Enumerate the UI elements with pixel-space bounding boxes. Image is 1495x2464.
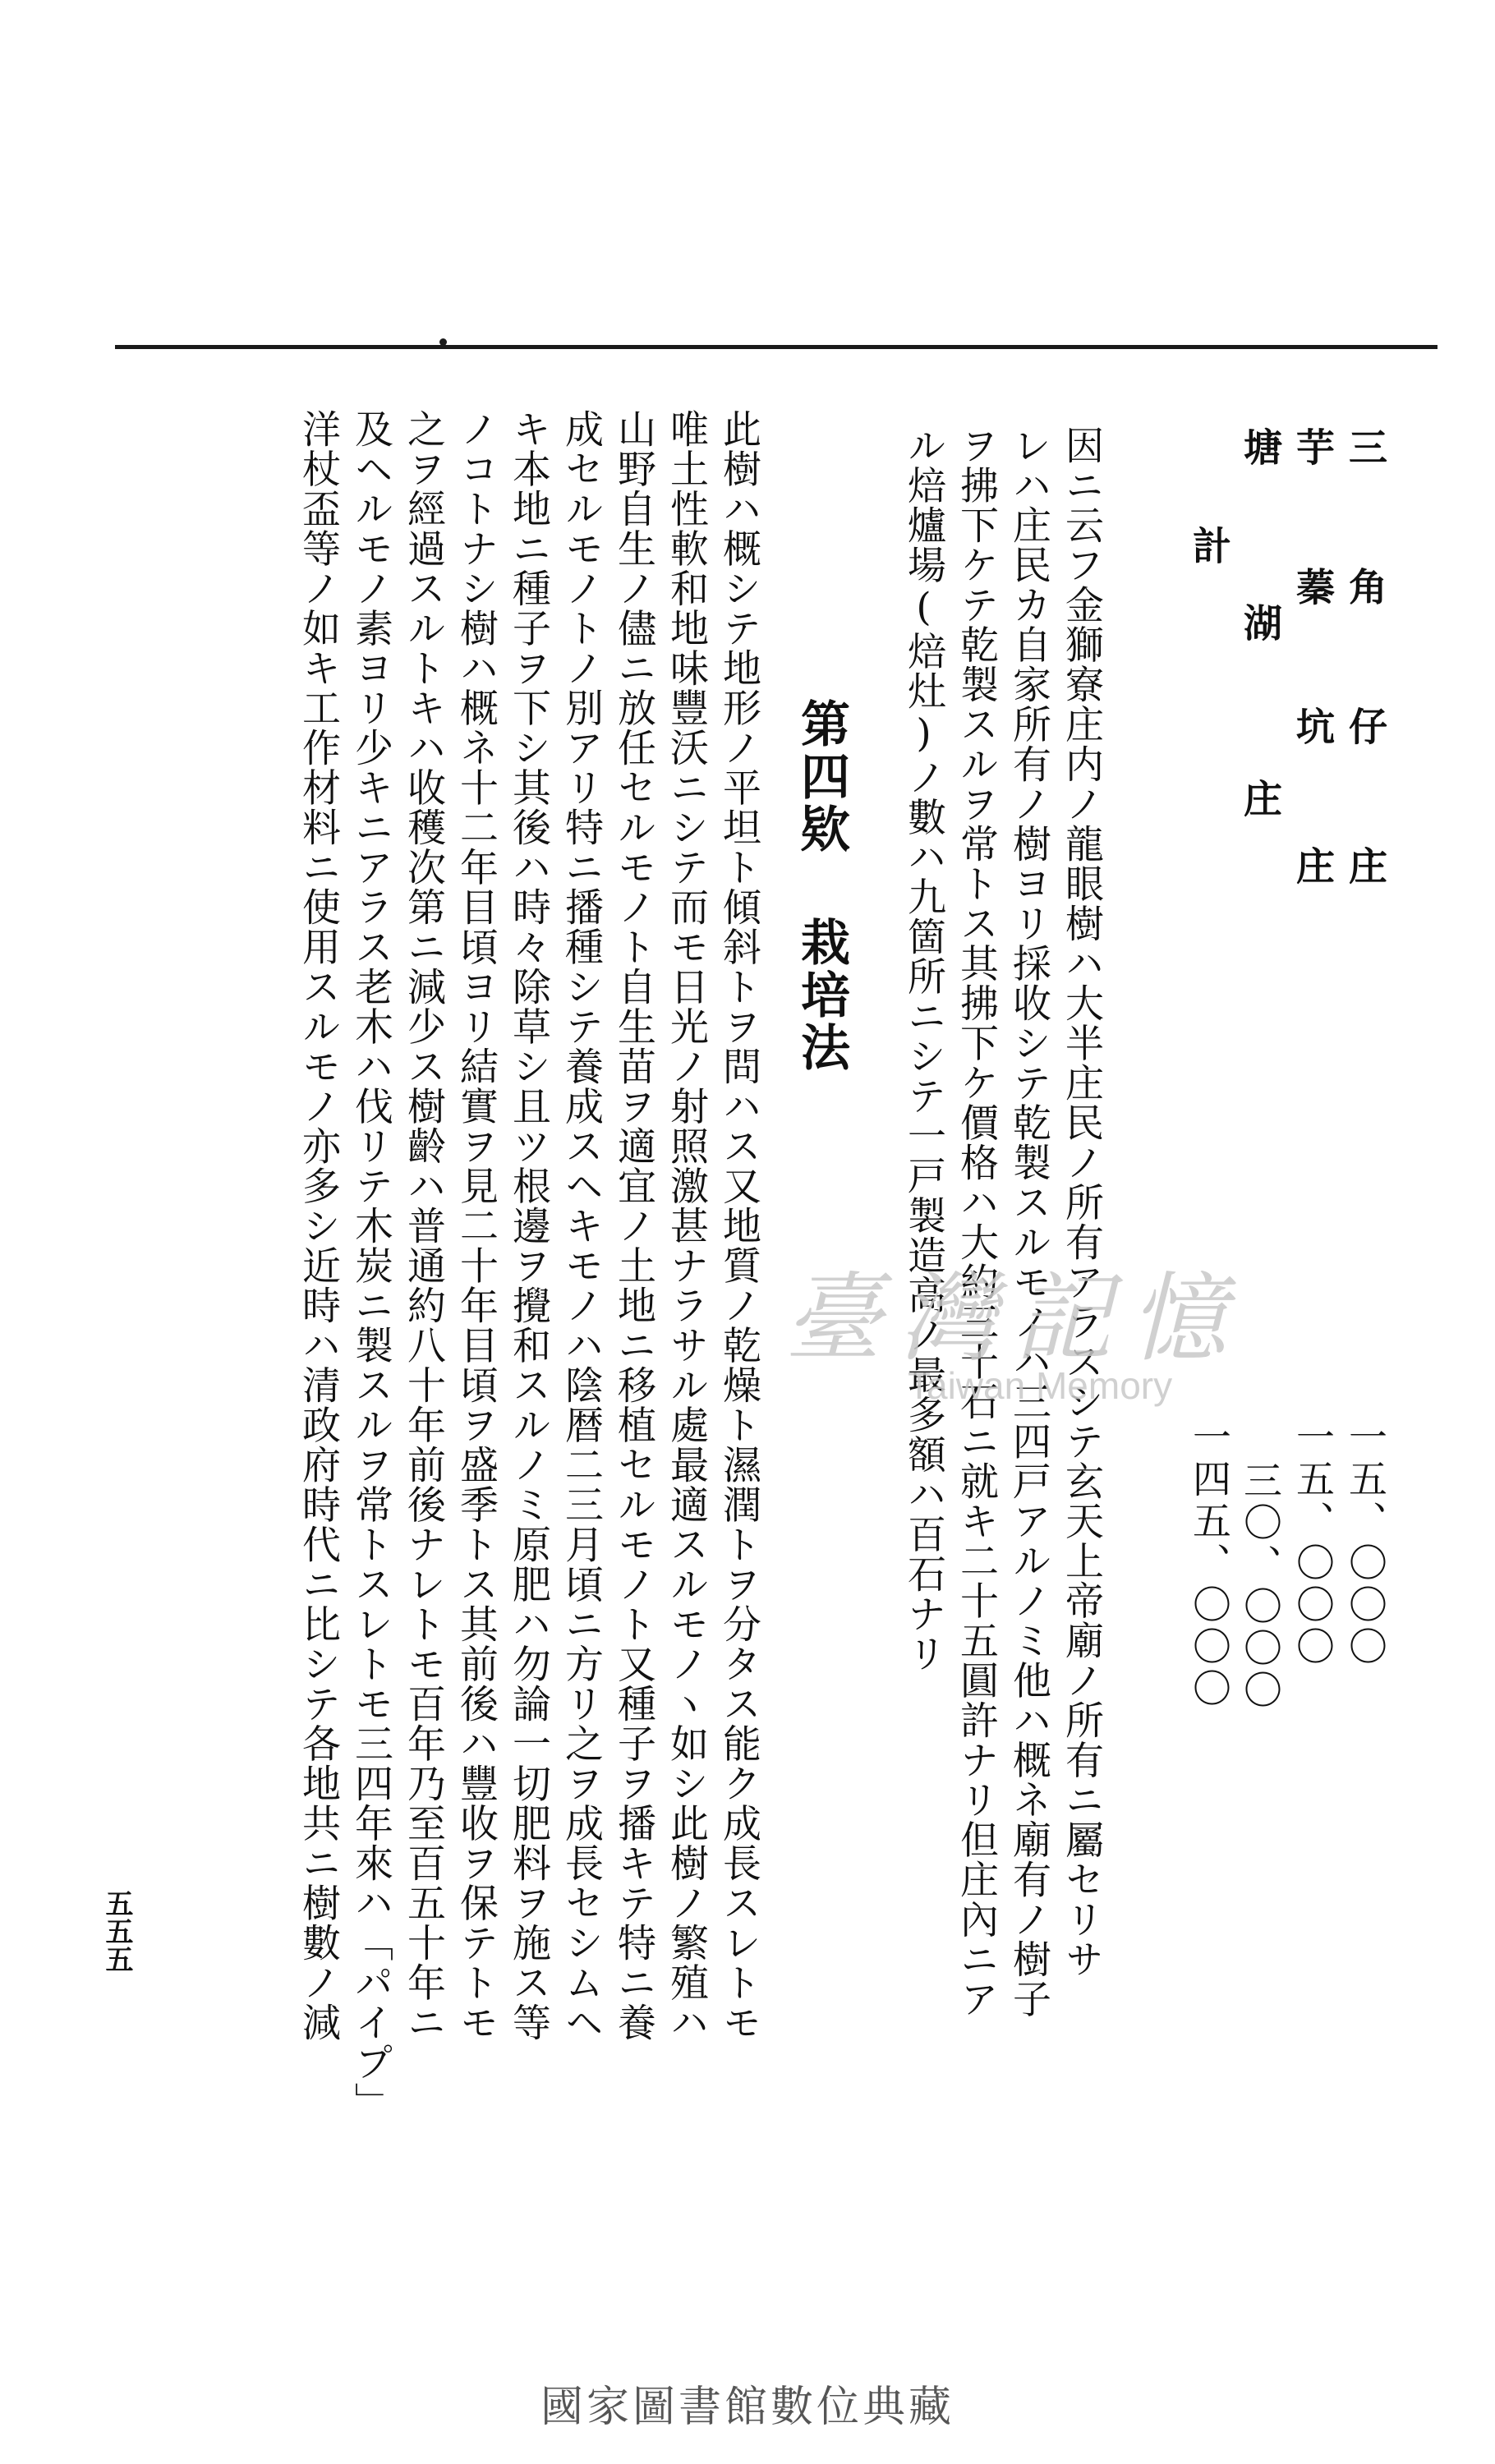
paragraph-2-line: ノコトナシ樹ハ概ネ十二年目頃ヨリ結實ヲ見二十年目頃ヲ盛季トス其前後ハ豐收ヲ保テトモ (453, 409, 499, 2043)
table-total-value: 一四五、〇〇〇 (1186, 1417, 1231, 1710)
table-row-name: 三 角 仔 庄 (1342, 427, 1387, 913)
watermark-english: Taiwan Memory (908, 1364, 1173, 1407)
paragraph-1-line: ヲ拂下ケテ乾製スルヲ常トス其拂下ケ價格ハ大約三十石ニ就キ二十五圓許ナリ但庄內ニア (954, 425, 999, 2019)
table-row-name: 芋 蓁 坑 庄 (1290, 427, 1335, 913)
paragraph-1-line: 因ニ云フ金獅寮庄内ノ龍眼樹ハ大半庄民ノ所有アラスシテ玄天上帝廟ノ所有ニ屬セリサ (1059, 425, 1104, 1979)
paragraph-2-line: キ本地ニ種子ヲ下シ其後ハ時々除草シ且ツ根邊ヲ攪和スルノミ原肥ハ勿論一切肥料ヲ施ス等 (506, 409, 551, 2043)
table-row-value: 一五、〇〇〇 (1342, 1417, 1387, 1668)
paragraph-2-line: 山野自生ノ儘ニ放任セルモノト自生苗ヲ適宜ノ土地ニ移植セルモノト又種子ヲ播キテ特ニ養 (611, 409, 656, 2043)
paragraph-2-line: 洋杖盃等ノ如キ工作材料ニ使用スルモノ亦多シ近時ハ清政府時代ニ比シテ各地共ニ樹數ノ減 (296, 409, 341, 2043)
rule-mark (439, 338, 447, 346)
table-row-value: 三〇、〇〇〇 (1237, 1460, 1282, 1712)
page-number: 五五五 (100, 1889, 133, 1973)
paragraph-2-line: 此樹ハ概シテ地形ノ平坦ト傾斜トヲ問ハス又地質ノ乾燥ト濕潤トヲ分タス能ク成長スレトモ (716, 409, 761, 2043)
paragraph-2-line: 及ヘルモノ素ヨリ少キニアラス老木ハ伐リテ木炭ニ製スルヲ常トスレトモ三四年來ハ「パイプ」 (348, 409, 393, 2122)
table-total-label: 計 (1186, 526, 1231, 566)
watermark (784, 1240, 1294, 1429)
table-row-name: 塘 湖 庄 (1237, 427, 1282, 863)
watermark-chinese: 臺灣記憶 (784, 1262, 1245, 1375)
top-rule (115, 345, 1438, 349)
paragraph-1-line: レハ庄民カ自家所有ノ樹ヨリ採收シテ乾製スルモノハ三四戸アルノミ他ハ概ネ廟有ノ樹子 (1006, 425, 1051, 2019)
table-row-value: 一五、〇〇〇 (1290, 1417, 1335, 1668)
paragraph-1-line: ル焙爐場(焙灶)ノ數ハ九箇所ニシテ一戸製造高ノ最多額ハ百石ナリ (901, 425, 946, 1674)
section-heading: 第四欵 栽培法 (793, 698, 850, 1074)
footer-credit: 國家圖書館數位典藏 (540, 2383, 954, 2432)
paragraph-2-line: 唯土性軟和地味豐沃ニシテ而モ日光ノ射照激甚ナラサル處最適スルモノヽ如シ此樹ノ繁殖ハ (664, 409, 709, 2043)
paragraph-2-line: 成セルモノトノ別アリ特ニ播種シテ養成スヘキモノハ陰暦二三月頃ニ方リ之ヲ成長セシムヘ (559, 409, 604, 2043)
paragraph-2-line: 之ヲ經過スルトキハ收穫次第ニ減少ス樹齡ハ普通約八十年前後ナレトモ百年乃至百五十年ニ (401, 409, 446, 2043)
